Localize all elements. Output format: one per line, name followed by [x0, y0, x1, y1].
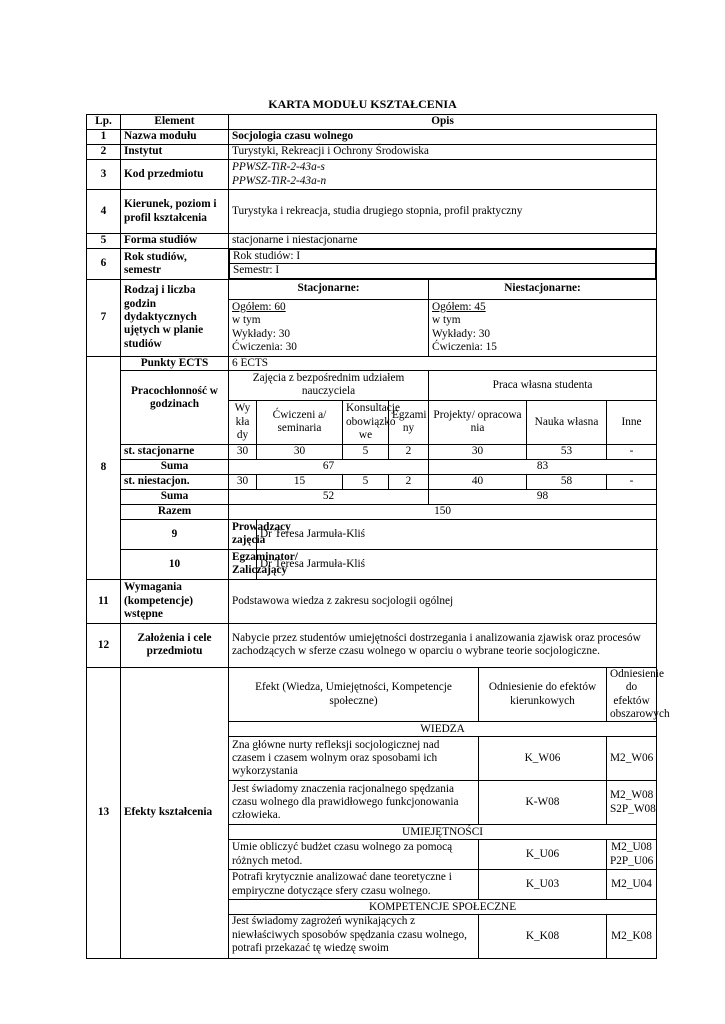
row-8-nonstationary-sum [87, 489, 657, 504]
module-card-table [86, 114, 670, 959]
row-label: Rodzaj i liczba godzin dydaktycznych ujętych w planie studiów [121, 279, 229, 356]
table-cell: 2 [389, 444, 429, 459]
major-reference: K-W08 [479, 781, 607, 825]
own-work-header: Praca własna studenta [429, 370, 657, 400]
row-4 [87, 190, 657, 234]
effect-text: Zna główne nurty refleksji socjologicznej nad czasem i czasem wolnym oraz sposobami ich wykorzystania [229, 737, 479, 781]
row-9 [87, 519, 657, 549]
area-reference: M2_W08 S2P_W08 [607, 781, 657, 825]
stationary-exercises: Ćwiczenia: 30 [232, 340, 297, 353]
header-opis: Opis [229, 115, 657, 130]
course-code-value [229, 160, 657, 190]
table-cell: 30 [429, 444, 527, 459]
nonstationary-including: w tym [432, 314, 461, 327]
effect-column-header: Efekt (Wiedza, Umiejętności, Kompetencje społeczne) [229, 667, 479, 721]
major-reference: K_U03 [479, 870, 607, 900]
area-reference: M2_K08 [607, 915, 657, 959]
field-of-study-value: Turystyka i rekreacja, studia drugiego stopnia, profil praktyczny [229, 190, 657, 234]
row-number: 13 [87, 667, 121, 958]
major-reference: K_K08 [479, 915, 607, 959]
row-number: 11 [87, 579, 121, 623]
stationary-label: st. stacjonarne [121, 444, 229, 459]
total-value: 150 [229, 504, 657, 519]
table-cell: 40 [429, 474, 527, 489]
row-3 [87, 160, 657, 190]
nonstationary-total: Ogółem: 45 [432, 301, 486, 313]
row-number: 3 [87, 160, 121, 190]
table-cell: - [607, 444, 657, 459]
skills-header: UMIEJĘTNOŚCI [229, 825, 657, 840]
nonstationary-sum-direct: 52 [229, 489, 429, 504]
total-label: Razem [121, 504, 229, 519]
sum-label: Suma [121, 459, 229, 474]
effect-text: Jest świadomy zagrożeń wynikających z niewłaściwych sposobów spędzania czasu wolnego, potrafi przekazać tę wiedzę swoim [229, 915, 479, 959]
row-label: Instytut [121, 145, 229, 160]
major-reference-header: Odniesienie do efektów kierunkowych [479, 667, 607, 721]
stationary-sum-direct: 67 [229, 459, 429, 474]
row-number: 6 [87, 249, 121, 280]
year-value: Rok studiów: I [230, 250, 656, 264]
row-8-groups [87, 370, 657, 400]
col-consultations: Konsultacje obowiązko we [343, 400, 389, 444]
stationary-including: w tym [232, 314, 261, 327]
row-5 [87, 234, 657, 249]
row-7 [87, 279, 657, 299]
objectives-value: Nabycie przez studentów umiejętności dostrzegania i analizowania zjawisk oraz procesów zachodzących w sferze czasu wolnego w oparciu o wybrane teorie socjologiczne. [229, 623, 657, 667]
effect-text: Jest świadomy znaczenia racjonalnego spędzania czasu wolnego dla prawidłowego funkcjonowania człowieka. [229, 781, 479, 825]
table-cell: 2 [389, 474, 429, 489]
requirements-value: Podstawowa wiedza z zakresu socjologii ogólnej [229, 579, 657, 623]
institute-value: Turystyki, Rekreacji i Ochrony Środowiska [229, 145, 657, 160]
stationary-hours [229, 299, 429, 356]
row-label: Efekty kształcenia [121, 667, 229, 958]
row-number: 4 [87, 190, 121, 234]
row-8-total [87, 504, 657, 519]
direct-contact-header: Zajęcia z bezpośrednim udziałem nauczyciela [229, 370, 429, 400]
nonstationary-lectures: Wykłady: 30 [432, 327, 490, 340]
row-label: Prowadzący zajęcia [229, 519, 257, 549]
row-number: 9 [121, 519, 229, 549]
row-11 [87, 579, 657, 623]
stationary-header: Stacjonarne: [229, 279, 429, 299]
nonstationary-exercises: Ćwiczenia: 15 [432, 340, 497, 353]
workload-label: Pracochłonność w godzinach [121, 370, 229, 444]
row-number: 2 [87, 145, 121, 160]
module-name: Socjologia czasu wolnego [229, 130, 657, 145]
row-label: Kod przedmiotu [121, 160, 229, 190]
row-number: 10 [121, 549, 229, 579]
row-8-stationary-sum [87, 459, 657, 474]
table-cell: 58 [527, 474, 607, 489]
table-cell: - [607, 474, 657, 489]
row-2 [87, 145, 657, 160]
row-10 [87, 549, 657, 579]
examiner-value: Dr Teresa Jarmuła-Kliś [257, 549, 657, 579]
table-cell: 5 [343, 474, 389, 489]
nonstationary-hours [429, 299, 657, 356]
major-reference: K_W06 [479, 737, 607, 781]
col-lectures: Wy kła dy [229, 400, 257, 444]
col-other: Inne [607, 400, 657, 444]
nonstationary-header: Niestacjonarne: [429, 279, 657, 299]
page-title: KARTA MODUŁU KSZTAŁCENIA [268, 97, 457, 111]
study-form-value: stacjonarne i niestacjonarne [229, 234, 657, 249]
semester-value: Semestr: I [230, 264, 656, 278]
nonstationary-label: st. niestacjon. [121, 474, 229, 489]
row-number: 7 [87, 279, 121, 356]
col-self-study: Nauka własna [527, 400, 607, 444]
stationary-lectures: Wykłady: 30 [232, 327, 290, 340]
area-reference: M2_U08 P2P_U06 [607, 840, 657, 870]
lecturer-value: Dr Teresa Jarmuła-Kliś [257, 519, 657, 549]
row-label: Kierunek, poziom i profil kształcenia [121, 190, 229, 234]
row-label: Wymagania (kompetencje) wstępne [121, 579, 229, 623]
table-cell: 53 [527, 444, 607, 459]
table-cell: 30 [229, 444, 257, 459]
col-exams: Egzami ny [389, 400, 429, 444]
area-reference: M2_W06 [607, 737, 657, 781]
row-8-stationary [87, 444, 657, 459]
course-code-n: PPWSZ-TiR-2-43a-n [232, 174, 327, 187]
row-label: Rok studiów, semestr [121, 249, 229, 280]
row-number: 8 [87, 356, 121, 579]
effect-text: Potrafi krytycznie analizować dane teoretyczne i empiryczne dotyczące sfery czasu wolnego. [229, 870, 479, 900]
area-reference-header: Odniesienie do efektów obszarowych [607, 667, 657, 721]
col-exercises: Ćwiczeni a/ seminaria [257, 400, 343, 444]
row-number: 1 [87, 130, 121, 145]
row-label: Egzaminator/ Zaliczający [229, 549, 257, 579]
row-label: Nazwa modułu [121, 130, 229, 145]
table-cell: 30 [229, 474, 257, 489]
row-8-nonstationary [87, 474, 657, 489]
stationary-sum-own: 83 [429, 459, 657, 474]
row-1 [87, 130, 657, 145]
header-row [87, 115, 657, 130]
row-8-ects [87, 356, 657, 370]
area-reference: M2_U04 [607, 870, 657, 900]
row-number: 12 [87, 623, 121, 667]
row-label: Forma studiów [121, 234, 229, 249]
row-number: 5 [87, 234, 121, 249]
col-projects: Projekty/ opracowa nia [429, 400, 527, 444]
nonstationary-sum-own: 98 [429, 489, 657, 504]
row-13-header [87, 667, 657, 721]
effect-text: Umie obliczyć budżet czasu wolnego za pomocą różnych metod. [229, 840, 479, 870]
row-12 [87, 623, 657, 667]
stationary-total: Ogółem: 60 [232, 301, 286, 313]
ects-label: Punkty ECTS [121, 356, 229, 370]
row-label: Założenia i cele przedmiotu [121, 623, 229, 667]
competences-header: KOMPETENCJE SPOŁECZNE [229, 900, 657, 915]
row-6 [87, 249, 657, 280]
sum-label: Suma [121, 489, 229, 504]
ects-value: 6 ECTS [229, 356, 657, 370]
header-lp: Lp. [87, 115, 121, 130]
course-code-s: PPWSZ-TiR-2-43a-s [232, 161, 325, 174]
knowledge-header: WIEDZA [229, 722, 657, 737]
table-cell: 5 [343, 444, 389, 459]
table-cell: 30 [257, 444, 343, 459]
major-reference: K_U06 [479, 840, 607, 870]
header-element: Element [121, 115, 229, 130]
table-cell: 15 [257, 474, 343, 489]
year-semester-value [229, 249, 657, 280]
